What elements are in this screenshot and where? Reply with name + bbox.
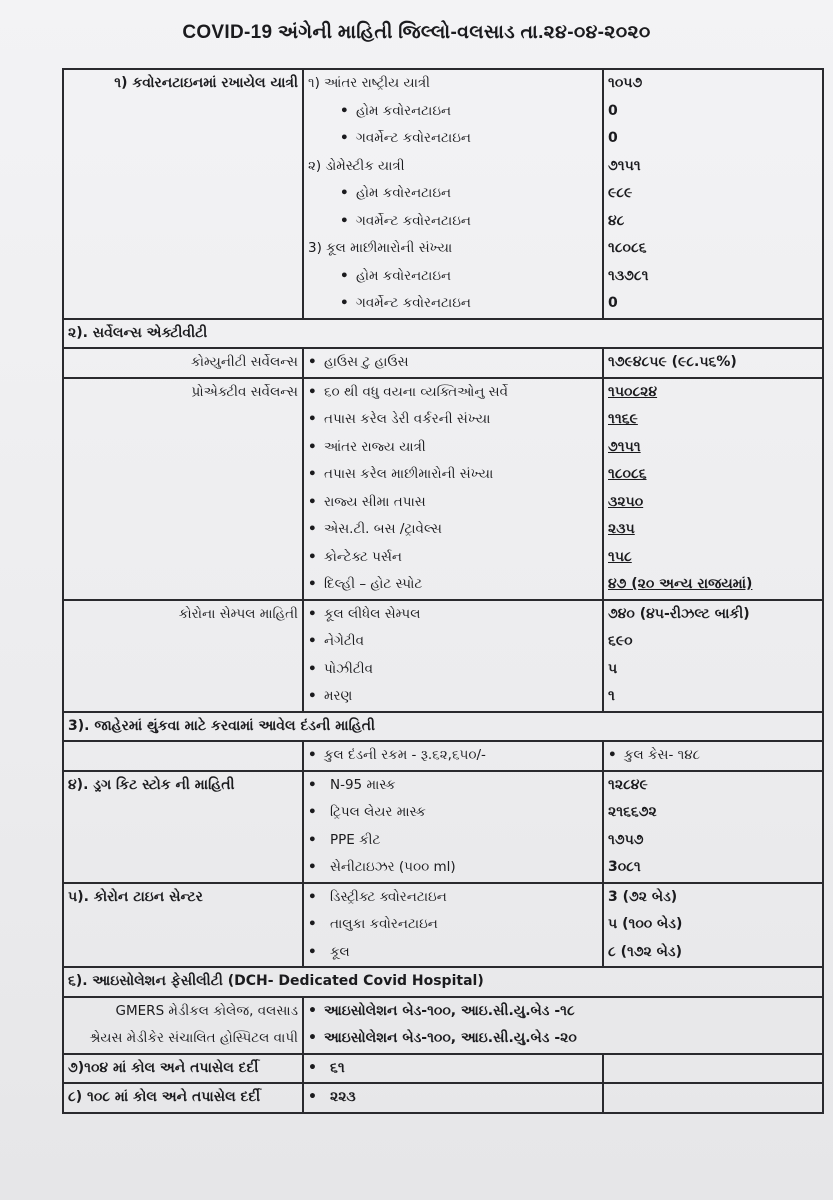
bed-info: • આઇસોલેશન બેડ-૧૦૦, આઇ.સી.યુ.બેડ -૧૮ <box>308 998 818 1026</box>
value: ૪૮ <box>608 212 625 229</box>
list-item: • ગવર્મેન્ટ કવોરનટાઇન <box>308 208 598 236</box>
list-item: • ગવર્મેન્ટ કવોરનટાઇન <box>308 290 598 318</box>
section-104-calls <box>63 1054 823 1084</box>
value: ૭૧૫૧ <box>608 157 641 174</box>
list-item: • ૬૦ થી વધુ વયના વ્યક્તિઓનુ સર્વે <box>308 379 598 407</box>
list-item: ૨) ડોમેસ્ટીક યાત્રી <box>308 157 405 174</box>
list-item: • કૂલ <box>308 939 598 967</box>
section-heading: ૪). ડ્રગ કિટ સ્ટોક ની માહિતી <box>68 776 235 793</box>
list-item: • તપાસ કરેલ ડેરી વર્કરની સંખ્યા <box>308 406 598 434</box>
value: ૨૩૫ <box>608 521 635 537</box>
section-quarantine <box>63 69 823 319</box>
list-item: • પોઝીટીવ <box>308 656 598 684</box>
list-item: • N-95 માસ્ક <box>308 772 598 800</box>
section-fine-heading <box>63 712 823 742</box>
info-table <box>62 68 824 1114</box>
value: ૪૭ (૨૦ અન્ય રાજયમાં) <box>608 576 753 592</box>
value: ૧૩૭૮૧ <box>608 267 649 284</box>
value: 0 <box>608 102 618 119</box>
page-title: COVID-19 અંગેની માહિતી જિલ્લો-વલસાડ તા.૨૪-૦૪-૨૦૨૦ <box>182 22 651 43</box>
value: ૭૪૦ (૪૫-રીઝલ્ટ બાકી) <box>608 605 750 622</box>
section-heading: ૧) કવોરનટાઇનમાં રખાયેલ યાત્રી <box>114 75 298 91</box>
value: ૫ <box>608 660 618 677</box>
isolation-row <box>63 997 823 1054</box>
list-item: • એસ.ટી. બસ /ટ્રાવેલ્સ <box>308 516 598 544</box>
row-label: ૮) ૧૦૮ માં કોલ અને તપાસેલ દર્દી <box>68 1089 261 1105</box>
proactive-surveillance-row <box>63 378 823 600</box>
value: ૭૧૫૧ <box>608 438 641 455</box>
row-label: પ્રોએક્ટીવ સર્વેલન્સ <box>191 383 298 400</box>
value: • ૬૧ <box>308 1055 598 1083</box>
list-item: • ડિસ્ટ્રીક્ટ ક્વોરનટાઇન <box>308 884 598 912</box>
value: 0 <box>608 295 618 311</box>
fine-cases: • કુલ કેસ- ૧૪૮ <box>608 742 818 770</box>
list-item: • ગવર્મેન્ટ કવોરનટાઇન <box>308 125 598 153</box>
section-quarantine-centre <box>63 883 823 968</box>
list-item: • PPE કીટ <box>308 827 598 855</box>
list-item: • નેગેટીવ <box>308 628 598 656</box>
sample-info-row <box>63 600 823 712</box>
value: ૨૧૬૬૭૨ <box>608 804 657 820</box>
fine-amount: • કુલ દંડની રકમ - રૂ.૬૨,૬૫૦/- <box>308 742 598 770</box>
hospital-name: શ્રેયસ મેડીકેર સંચાલિત હોસ્પિટલ વાપી <box>89 1030 298 1046</box>
list-item: • કોન્ટેક્ટ પર્સન <box>308 544 598 572</box>
section-isolation-heading <box>63 967 823 997</box>
fine-row <box>63 741 823 771</box>
community-surveillance-row <box>63 348 823 378</box>
value: ૮ (૧૭૨ બેડ) <box>608 943 682 960</box>
section-heading-cell <box>63 69 303 319</box>
value: ૧૮૦૮૬ <box>608 240 647 256</box>
value: 3૦૮૧ <box>608 859 641 875</box>
list-item: • મરણ <box>308 683 598 711</box>
row-label: કોરોના સેમ્પલ માહિતી <box>178 605 298 622</box>
value: ૬૯૦ <box>608 633 633 649</box>
value: ૧૨૮૪૯ <box>608 776 648 793</box>
list-item: • તાલુકા કવોરનટાઇન <box>308 911 598 939</box>
list-item: • સેનીટાઇઝર (૫૦૦ ml) <box>308 854 598 882</box>
value: ૧૮૦૮૬ <box>608 466 647 482</box>
value: ૧૧૬૯ <box>608 411 638 427</box>
section-heading: ૬). આઇસોલેશન ફેસીલીટી (DCH- Dedicated Covid Hospital) <box>68 973 484 989</box>
value: ૧૭૯૪૮૫૯ (૯૮.૫૬%) <box>608 354 737 370</box>
list-item: • તપાસ કરેલ માછીમારોની સંખ્યા <box>308 461 598 489</box>
value: ૧૦૫૭ <box>608 75 643 91</box>
value: ૯૮૯ <box>608 185 633 201</box>
section-108-calls <box>63 1083 823 1113</box>
value: ૧૫૮ <box>608 548 632 565</box>
value: ૧ <box>608 688 615 704</box>
value: ૫ (૧૦૦ બેડ) <box>608 916 683 932</box>
bed-info: • આઇસોલેશન બેડ-૧૦૦, આઇ.સી.યુ.બેડ -૨૦ <box>308 1025 818 1053</box>
value: 3 (૭૨ બેડ) <box>608 888 678 905</box>
section-heading: 3). જાહેરમાં થુંકવા માટે કરવામાં આવેલ દંડની માહિતી <box>68 717 375 734</box>
section-heading: ૨). સર્વેલન્સ એક્ટીવીટી <box>68 324 208 341</box>
value: ૧૫૦૮૨૪ <box>608 383 658 400</box>
list-item: • રાજ્ય સીમા તપાસ <box>308 489 598 517</box>
list-item: • ટ્રિપલ લેયર માસ્ક <box>308 799 598 827</box>
value: • ૨૨૩ <box>308 1084 598 1112</box>
hospital-name: GMERS મેડીકલ કોલેજ, વલસાડ <box>115 1002 298 1019</box>
value: ૧૭૫૭ <box>608 831 644 848</box>
list-item: • દિલ્હી – હોટ સ્પોટ <box>308 571 598 599</box>
section-drug-kit <box>63 771 823 883</box>
section-heading: ૫). કોરોન ટાઇન સેન્ટર <box>68 888 203 905</box>
list-item: • હોમ કવોરનટાઇન <box>308 98 598 126</box>
list-item: • હોમ કવોરનટાઇન <box>308 180 598 208</box>
row-label: ૭)૧૦૪ માં કોલ અને તપાસેલ દર્દી <box>68 1059 259 1076</box>
list-item: • હોમ કવોરનટાઇન <box>308 263 598 291</box>
list-item: • હાઉસ ટુ હાઉસ <box>308 349 598 377</box>
list-item: • કૂલ લીધેલ સેમ્પલ <box>308 601 598 629</box>
list-item: • આંતર રાજ્ય યાત્રી <box>308 434 598 462</box>
section-surveillance-heading <box>63 319 823 349</box>
value: ૩૨૫૦ <box>608 493 644 510</box>
row-label: કોમ્યુનીટી સર્વેલન્સ <box>191 354 298 370</box>
list-item: ૧) આંતર રાષ્ટ્રીય યાત્રી <box>308 75 431 91</box>
value: 0 <box>608 130 618 146</box>
list-item: 3) કૂલ માછીમારોની સંખ્યા <box>308 240 453 256</box>
